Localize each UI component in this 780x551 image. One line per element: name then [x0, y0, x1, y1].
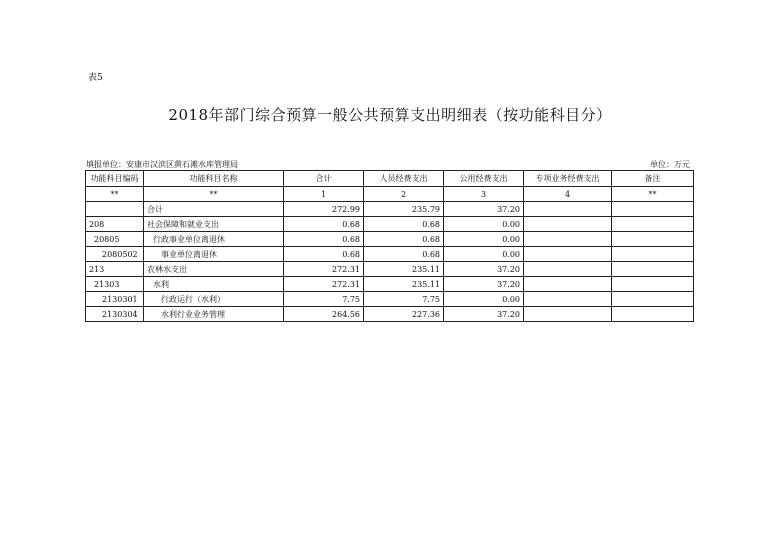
special-cell	[524, 232, 612, 247]
special-cell	[524, 292, 612, 307]
total-cell: 0.68	[284, 217, 364, 232]
public-cell: 37.20	[444, 277, 524, 292]
header-cell-personnel: 人员经费支出	[364, 171, 444, 187]
public-cell: 37.20	[444, 202, 524, 217]
public-cell: 37.20	[444, 307, 524, 322]
total-cell: 0.68	[284, 232, 364, 247]
code-cell: 208	[86, 217, 144, 232]
note-cell	[612, 232, 694, 247]
note-cell	[612, 217, 694, 232]
table-row	[86, 232, 694, 247]
unit-label: 单位：万元	[650, 160, 690, 169]
index-cell: 2	[364, 187, 444, 202]
special-cell	[524, 262, 612, 277]
name-cell: 农林水支出	[144, 262, 284, 277]
code-cell: 2130304	[86, 307, 144, 322]
note-cell	[612, 202, 694, 217]
name-cell: 水利	[144, 277, 284, 292]
index-cell: 1	[284, 187, 364, 202]
index-cell: **	[612, 187, 694, 202]
header-row	[86, 171, 694, 187]
special-cell	[524, 247, 612, 262]
header-cell-name: 功能科目名称	[144, 171, 284, 187]
special-cell	[524, 217, 612, 232]
personnel-cell: 235.11	[364, 262, 444, 277]
index-cell: **	[86, 187, 144, 202]
public-cell: 0.00	[444, 292, 524, 307]
name-cell: 水利行业业务管理	[144, 307, 284, 322]
name-cell: 事业单位离退休	[144, 247, 284, 262]
name-cell: 合计	[144, 202, 284, 217]
table-row	[86, 202, 694, 217]
personnel-cell: 235.79	[364, 202, 444, 217]
table-number-label: 表5	[88, 73, 103, 83]
table-row	[86, 247, 694, 262]
note-cell	[612, 292, 694, 307]
table-row	[86, 307, 694, 322]
personnel-cell: 235.11	[364, 277, 444, 292]
special-cell	[524, 307, 612, 322]
total-cell: 0.68	[284, 247, 364, 262]
personnel-cell: 7.75	[364, 292, 444, 307]
index-cell: 4	[524, 187, 612, 202]
budget-table	[85, 170, 694, 322]
note-cell	[612, 277, 694, 292]
name-cell: 行政事业单位离退休	[144, 232, 284, 247]
public-cell: 0.00	[444, 247, 524, 262]
table-row	[86, 217, 694, 232]
total-cell: 264.56	[284, 307, 364, 322]
header-cell-public: 公用经费支出	[444, 171, 524, 187]
reporting-unit: 填报单位：安康市汉滨区黄石滩水库管理局	[86, 160, 238, 169]
note-cell	[612, 247, 694, 262]
personnel-cell: 0.68	[364, 247, 444, 262]
code-cell: 2080502	[86, 247, 144, 262]
index-cell: **	[144, 187, 284, 202]
personnel-cell: 0.68	[364, 217, 444, 232]
personnel-cell: 0.68	[364, 232, 444, 247]
public-cell: 0.00	[444, 217, 524, 232]
name-cell: 行政运行（水利）	[144, 292, 284, 307]
table-row	[86, 292, 694, 307]
page-title: 2018年部门综合预算一般公共预算支出明细表（按功能科目分）	[168, 106, 612, 124]
public-cell: 37.20	[444, 262, 524, 277]
index-cell: 3	[444, 187, 524, 202]
header-cell-note: 备注	[612, 171, 694, 187]
note-cell	[612, 262, 694, 277]
header-cell-total: 合计	[284, 171, 364, 187]
public-cell: 0.00	[444, 232, 524, 247]
table-row	[86, 277, 694, 292]
personnel-cell: 227.36	[364, 307, 444, 322]
total-cell: 272.31	[284, 277, 364, 292]
name-cell: 社会保障和就业支出	[144, 217, 284, 232]
code-cell	[86, 202, 144, 217]
header-cell-code: 功能科目编码	[86, 171, 144, 187]
note-cell	[612, 307, 694, 322]
index-row	[86, 187, 694, 202]
special-cell	[524, 277, 612, 292]
special-cell	[524, 202, 612, 217]
header-cell-special: 专项业务经费支出	[524, 171, 612, 187]
total-cell: 272.99	[284, 202, 364, 217]
code-cell: 21303	[86, 277, 144, 292]
code-cell: 2130301	[86, 292, 144, 307]
code-cell: 20805	[86, 232, 144, 247]
total-cell: 272.31	[284, 262, 364, 277]
code-cell: 213	[86, 262, 144, 277]
total-cell: 7.75	[284, 292, 364, 307]
table-row	[86, 262, 694, 277]
